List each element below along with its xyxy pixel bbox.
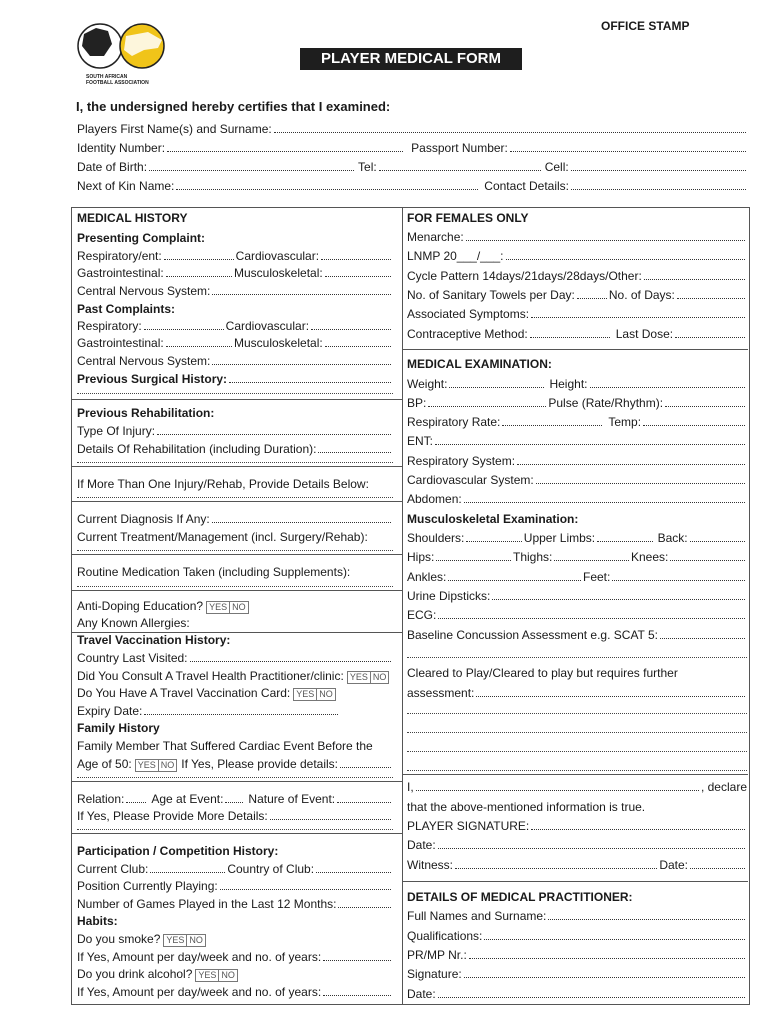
family-question-label: Family Member That Suffered Cardiac Event Before the xyxy=(77,739,373,753)
nature-of-event-field[interactable] xyxy=(337,802,391,803)
yes-option[interactable]: YES xyxy=(198,970,217,980)
past-complaints-heading: Past Complaints: xyxy=(77,302,176,316)
musculoskeletal-label: Musculoskeletal: xyxy=(234,266,323,280)
hips-label: Hips: xyxy=(407,550,435,564)
passport-number-field[interactable] xyxy=(510,151,746,152)
past-respiratory-field[interactable] xyxy=(144,329,224,330)
contraceptive-field[interactable] xyxy=(530,337,610,338)
past-cns-label: Central Nervous System: xyxy=(77,354,211,368)
abdomen-label: Abdomen: xyxy=(407,492,462,506)
previous-rehab-heading: Previous Rehabilitation: xyxy=(77,406,215,420)
games-field[interactable] xyxy=(77,896,393,912)
practitioner-date-label: Date: xyxy=(407,987,436,1001)
family-extra-line[interactable] xyxy=(77,777,393,778)
ankles-label: Ankles: xyxy=(407,570,447,584)
more-details-extra-line[interactable] xyxy=(77,829,393,830)
cardiovascular-system-field[interactable] xyxy=(407,472,747,488)
family-details-field[interactable] xyxy=(340,767,391,768)
knees-label: Knees: xyxy=(630,550,669,564)
pulse-field[interactable] xyxy=(665,406,745,407)
left-separator-7 xyxy=(72,781,402,782)
travel-card-row xyxy=(77,685,336,701)
witness-label: Witness: xyxy=(407,858,454,872)
smoke-yes-no[interactable] xyxy=(163,934,206,947)
left-separator-5 xyxy=(72,590,402,591)
past-respiratory-label: Respiratory: xyxy=(77,319,142,333)
witness-date-field[interactable] xyxy=(690,868,745,869)
consult-travel-yes-no[interactable] xyxy=(347,671,390,684)
past-gastrointestinal-label: Gastrointestinal: xyxy=(77,336,164,350)
cell-field[interactable] xyxy=(571,170,746,171)
females-heading: FOR FEMALES ONLY xyxy=(407,211,529,225)
practitioner-signature-field[interactable] xyxy=(407,966,747,982)
true-info-statement: that the above-mentioned information is true. xyxy=(407,800,646,814)
club-row xyxy=(77,861,393,877)
routine-medication-line[interactable] xyxy=(77,586,393,587)
cell-label: Cell: xyxy=(544,160,569,174)
past-resp-cardio-row xyxy=(77,318,393,334)
medical-exam-heading: MEDICAL EXAMINATION: xyxy=(407,357,552,371)
lnmp-field[interactable] xyxy=(407,248,747,264)
bp-field[interactable] xyxy=(428,406,546,407)
relation-row xyxy=(77,791,393,807)
respiratory-ent-field[interactable] xyxy=(164,259,234,260)
age-at-event-label: Age at Event: xyxy=(151,792,224,806)
cycle-pattern-label: Cycle Pattern 14days/21days/28days/Other: xyxy=(407,269,642,283)
declare-name-field[interactable] xyxy=(416,790,699,791)
consult-travel-row xyxy=(77,668,389,684)
respiratory-system-field[interactable] xyxy=(407,453,747,469)
resp-temp-row xyxy=(407,414,747,430)
player-date-field[interactable] xyxy=(407,837,747,853)
column-divider xyxy=(402,207,403,1005)
temp-field[interactable] xyxy=(643,425,745,426)
identity-number-label: Identity Number: xyxy=(77,141,166,155)
assessment-label: assessment: xyxy=(407,686,475,700)
presenting-resp-cardio-row xyxy=(77,248,393,264)
prmp-field[interactable] xyxy=(407,947,747,963)
id-passport-row xyxy=(77,140,748,156)
travel-card-label: Do You Have A Travel Vaccination Card: xyxy=(77,686,291,700)
family-details-label: If Yes, Please provide details: xyxy=(181,757,339,771)
yes-option[interactable]: YES xyxy=(296,689,315,699)
right-separator-2 xyxy=(403,774,748,775)
practitioner-name-label: Full Names and Surname: xyxy=(407,909,547,923)
weight-height-row xyxy=(407,376,747,392)
assessment-line-3[interactable] xyxy=(407,751,747,752)
smoke-row xyxy=(77,931,206,947)
pulse-label: Pulse (Rate/Rhythm): xyxy=(548,396,664,410)
last-dose-label: Last Dose: xyxy=(615,327,674,341)
more-details-label: If Yes, Please Provide More Details: xyxy=(77,809,268,823)
previous-surgical-label: Previous Surgical History: xyxy=(77,372,228,386)
yes-option[interactable]: YES xyxy=(209,602,228,612)
family-yes-no[interactable] xyxy=(135,759,178,772)
practitioner-name-field[interactable] xyxy=(407,908,747,924)
towels-label: No. of Sanitary Towels per Day: xyxy=(407,288,575,302)
lnmp-label: LNMP 20___/___: xyxy=(407,249,504,263)
injury-type-label: Type Of Injury: xyxy=(77,424,156,438)
cycle-pattern-field[interactable] xyxy=(407,268,747,284)
presenting-cns-field[interactable] xyxy=(77,283,393,299)
smoke-amount-label: If Yes, Amount per day/week and no. of years: xyxy=(77,950,322,964)
next-of-kin-field[interactable] xyxy=(176,189,478,190)
left-separator-4 xyxy=(72,554,402,555)
ecg-field[interactable] xyxy=(407,607,747,623)
country-last-visited-field[interactable] xyxy=(77,650,393,666)
menarche-field[interactable] xyxy=(407,229,747,245)
cardiovascular-label: Cardiovascular: xyxy=(235,249,320,263)
days-label: No. of Days: xyxy=(608,288,675,302)
rehab-details-label: Details Of Rehabilitation (including Duration): xyxy=(77,442,317,456)
country-of-club-field[interactable] xyxy=(316,872,391,873)
past-cardiovascular-label: Cardiovascular: xyxy=(225,319,310,333)
contact-details-label: Contact Details: xyxy=(484,179,569,193)
position-field[interactable] xyxy=(77,878,393,894)
height-field[interactable] xyxy=(590,387,746,388)
gastrointestinal-field[interactable] xyxy=(166,276,232,277)
assessment-line-4[interactable] xyxy=(407,770,747,771)
current-club-label: Current Club: xyxy=(77,862,149,876)
past-gastrointestinal-field[interactable] xyxy=(166,346,232,347)
assessment-field[interactable] xyxy=(407,685,747,701)
upper-limbs-label: Upper Limbs: xyxy=(523,531,596,545)
no-option[interactable]: NO xyxy=(370,672,389,683)
right-separator-3 xyxy=(403,881,748,882)
previous-surgical-field[interactable] xyxy=(77,371,393,387)
no-option[interactable]: NO xyxy=(316,689,335,700)
declare-i-label: I, xyxy=(407,780,414,794)
past-musculoskeletal-label: Musculoskeletal: xyxy=(234,336,323,350)
allergies-label: Any Known Allergies: xyxy=(77,616,190,630)
cardiovascular-field[interactable] xyxy=(321,259,391,260)
current-treatment-label: Current Treatment/Management (incl. Surgery/Rehab): xyxy=(77,530,368,544)
associated-symptoms-field[interactable] xyxy=(407,306,747,322)
smoke-label: Do you smoke? xyxy=(77,932,161,946)
shoulders-label: Shoulders: xyxy=(407,531,465,545)
no-option[interactable]: NO xyxy=(158,760,177,771)
position-label: Position Currently Playing: xyxy=(77,879,218,893)
player-signature-label: PLAYER SIGNATURE: xyxy=(407,819,530,833)
tel-label: Tel: xyxy=(358,160,377,174)
kin-contact-row xyxy=(77,178,748,194)
ent-field[interactable] xyxy=(407,433,747,449)
family-age-row xyxy=(77,756,393,772)
presenting-gastro-musculo-row xyxy=(77,265,393,281)
height-label: Height: xyxy=(549,377,588,391)
scat-extra-line[interactable] xyxy=(407,657,747,658)
respiratory-rate-field[interactable] xyxy=(502,425,602,426)
relation-field[interactable] xyxy=(126,802,146,803)
family-history-heading: Family History xyxy=(77,721,160,735)
feet-field[interactable] xyxy=(612,580,745,581)
hips-field[interactable] xyxy=(436,560,511,561)
back-label: Back: xyxy=(657,531,688,545)
tel-field[interactable] xyxy=(379,170,541,171)
medical-history-heading: MEDICAL HISTORY xyxy=(77,211,188,225)
witness-field[interactable] xyxy=(455,868,657,869)
left-separator-1 xyxy=(72,399,402,400)
qualifications-field[interactable] xyxy=(407,928,747,944)
current-diagnosis-field[interactable] xyxy=(77,511,393,527)
dob-field[interactable] xyxy=(149,170,354,171)
past-musculoskeletal-field[interactable] xyxy=(325,346,391,347)
current-club-field[interactable] xyxy=(150,872,225,873)
knees-field[interactable] xyxy=(670,560,745,561)
player-date-label: Date: xyxy=(407,838,436,852)
contraceptive-label: Contraceptive Method: xyxy=(407,327,528,341)
past-cns-field[interactable] xyxy=(77,353,393,369)
player-name-label: Players First Name(s) and Surname: xyxy=(77,122,272,136)
witness-row xyxy=(407,857,747,873)
ent-label: ENT: xyxy=(407,434,434,448)
anti-doping-label: Anti-Doping Education? xyxy=(77,599,204,613)
more-than-one-label: If More Than One Injury/Rehab, Provide Details Below: xyxy=(77,477,369,491)
msk-exam-heading: Musculoskeletal Examination: xyxy=(407,512,579,526)
associated-symptoms-label: Associated Symptoms: xyxy=(407,307,530,321)
injury-type-field[interactable] xyxy=(77,423,393,439)
routine-medication-label: Routine Medication Taken (including Supplements): xyxy=(77,565,351,579)
left-separator-3 xyxy=(72,501,402,502)
identity-number-field[interactable] xyxy=(167,151,403,152)
cardiovascular-system-label: Cardiovascular System: xyxy=(407,473,534,487)
office-stamp-label: OFFICE STAMP xyxy=(601,19,690,33)
thighs-field[interactable] xyxy=(554,560,629,561)
abdomen-field[interactable] xyxy=(407,491,747,507)
ecg-label: ECG: xyxy=(407,608,437,622)
logo-text-1: SOUTH AFRICAN xyxy=(86,74,128,80)
anti-doping-row xyxy=(77,598,249,614)
current-treatment-line[interactable] xyxy=(77,550,393,551)
player-name-field[interactable] xyxy=(77,121,748,137)
urine-dipsticks-field[interactable] xyxy=(407,588,747,604)
practitioner-heading: DETAILS OF MEDICAL PRACTITIONER: xyxy=(407,890,633,904)
cns-label: Central Nervous System: xyxy=(77,284,211,298)
contact-details-field[interactable] xyxy=(571,189,746,190)
drink-amount-label: If Yes, Amount per day/week and no. of years: xyxy=(77,985,322,999)
musculoskeletal-field[interactable] xyxy=(325,276,391,277)
presenting-complaint-heading: Presenting Complaint: xyxy=(77,231,206,245)
age-at-event-field[interactable] xyxy=(225,802,243,803)
cleared-label: Cleared to Play/Cleared to play but requires further xyxy=(407,666,678,680)
towels-field[interactable] xyxy=(577,298,607,299)
more-than-one-line[interactable] xyxy=(77,497,393,498)
ankles-feet-row xyxy=(407,569,747,585)
expiry-date-label: Expiry Date: xyxy=(77,704,143,718)
bp-pulse-row xyxy=(407,395,747,411)
age-of-50-label: Age of 50: xyxy=(77,757,132,771)
nature-of-event-label: Nature of Event: xyxy=(248,792,336,806)
right-separator-1 xyxy=(403,349,748,350)
scat-field[interactable] xyxy=(407,627,747,643)
no-option[interactable]: NO xyxy=(218,970,237,981)
smoke-amount-field[interactable] xyxy=(77,949,393,965)
hips-row xyxy=(407,549,747,565)
next-of-kin-label: Next of Kin Name: xyxy=(77,179,175,193)
feet-label: Feet: xyxy=(583,570,611,584)
anti-doping-yes-no[interactable] xyxy=(206,601,249,614)
days-field[interactable] xyxy=(677,298,745,299)
yes-option[interactable]: YES xyxy=(349,672,368,682)
no-option[interactable]: NO xyxy=(229,602,248,613)
player-signature-field[interactable] xyxy=(407,818,747,834)
last-dose-field[interactable] xyxy=(675,337,745,338)
respiratory-rate-label: Respiratory Rate: xyxy=(407,415,501,429)
past-cardiovascular-field[interactable] xyxy=(311,329,391,330)
assessment-line-2[interactable] xyxy=(407,732,747,733)
declare-row xyxy=(407,779,747,795)
more-details-field[interactable] xyxy=(77,808,393,824)
rehab-extra-line[interactable] xyxy=(77,462,393,463)
dob-tel-cell-row xyxy=(77,159,748,175)
upper-limbs-field[interactable] xyxy=(597,541,652,542)
expiry-date-field[interactable] xyxy=(77,703,340,719)
weight-label: Weight: xyxy=(407,377,448,391)
current-diagnosis-label: Current Diagnosis If Any: xyxy=(77,512,210,526)
left-separator-8 xyxy=(72,833,402,834)
thighs-label: Thighs: xyxy=(512,550,553,564)
urine-dipsticks-label: Urine Dipsticks: xyxy=(407,589,491,603)
weight-field[interactable] xyxy=(449,387,544,388)
participation-heading: Participation / Competition History: xyxy=(77,844,279,858)
drink-label: Do you drink alcohol? xyxy=(77,967,193,981)
witness-date-label: Date: xyxy=(659,858,688,872)
scat-label: Baseline Concussion Assessment e.g. SCAT 5: xyxy=(407,628,659,642)
practitioner-date-field[interactable] xyxy=(407,986,747,1002)
bp-label: BP: xyxy=(407,396,427,410)
left-separator-2 xyxy=(72,466,402,467)
drink-row xyxy=(77,966,238,982)
games-label: Number of Games Played in the Last 12 Months: xyxy=(77,897,337,911)
temp-label: Temp: xyxy=(608,415,642,429)
ankles-field[interactable] xyxy=(448,580,581,581)
past-gastro-musculo-row xyxy=(77,335,393,351)
qualifications-label: Qualifications: xyxy=(407,929,483,943)
country-last-visited-label: Country Last Visited: xyxy=(77,651,188,665)
country-of-club-label: Country of Club: xyxy=(227,862,315,876)
yes-option[interactable]: YES xyxy=(166,935,185,945)
habits-heading: Habits: xyxy=(77,914,118,928)
contraceptive-row xyxy=(407,326,747,342)
logo-text-2: FOOTBALL ASSOCIATION xyxy=(86,80,149,86)
travel-vaccination-heading: Travel Vaccination History: xyxy=(77,633,231,647)
rehab-details-field[interactable] xyxy=(77,441,393,457)
practitioner-signature-label: Signature: xyxy=(407,967,462,981)
respiratory-system-label: Respiratory System: xyxy=(407,454,516,468)
safa-logo xyxy=(74,22,170,76)
assessment-line-1[interactable] xyxy=(407,713,747,714)
passport-number-label: Passport Number: xyxy=(411,141,508,155)
drink-amount-field[interactable] xyxy=(77,984,393,1000)
towels-days-row xyxy=(407,287,747,303)
shoulders-row xyxy=(407,530,747,546)
drink-yes-no[interactable] xyxy=(195,969,238,982)
travel-card-yes-no[interactable] xyxy=(293,688,336,701)
back-field[interactable] xyxy=(690,541,745,542)
surgical-extra-line[interactable] xyxy=(77,393,393,394)
certify-statement: I, the undersigned hereby certifies that I examined: xyxy=(76,99,391,114)
dob-label: Date of Birth: xyxy=(77,160,148,174)
gastrointestinal-label: Gastrointestinal: xyxy=(77,266,164,280)
yes-option[interactable]: YES xyxy=(137,760,156,770)
prmp-label: PR/MP Nr.: xyxy=(407,948,467,962)
form-title: PLAYER MEDICAL FORM xyxy=(300,48,522,70)
declare-label: , declare xyxy=(700,780,747,794)
no-option[interactable]: NO xyxy=(186,935,205,946)
consult-travel-label: Did You Consult A Travel Health Practitioner/clinic: xyxy=(77,669,344,683)
menarche-label: Menarche: xyxy=(407,230,464,244)
respiratory-ent-label: Respiratory/ent: xyxy=(77,249,162,263)
relation-label: Relation: xyxy=(77,792,125,806)
shoulders-field[interactable] xyxy=(466,541,521,542)
